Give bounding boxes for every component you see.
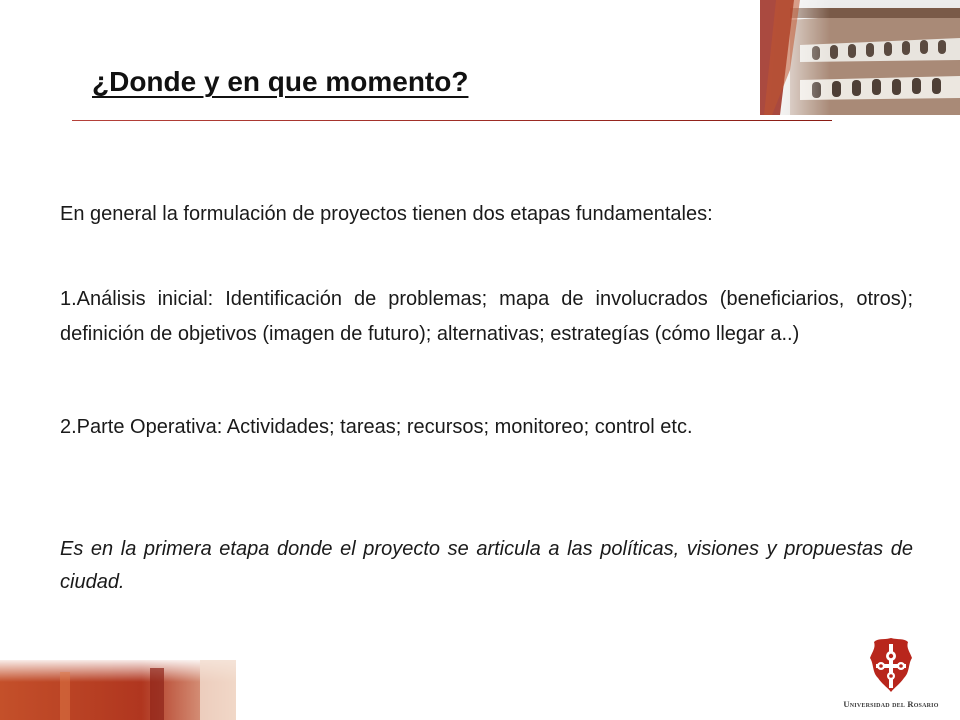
stage-one-paragraph: 1.Análisis inicial: Identificación de problemas; mapa de involucrados (beneficiarios, otros); definición de objetivos (imagen de futuro); alternativas; estrategías (cómo llegar a..) [60, 288, 913, 345]
page-title: ¿Donde y en que momento? [92, 66, 469, 97]
title-row [58, 66, 468, 98]
title-divider [72, 120, 832, 121]
university-crest-icon [864, 636, 918, 694]
university-name: Universidad del Rosario [843, 699, 939, 709]
header-photo [760, 0, 960, 115]
university-logo [828, 636, 954, 716]
closing-note: Es en la primera etapa donde el proyecto se articula a las políticas, visiones y propuestas de ciudad. [60, 538, 913, 593]
footer-decoration [0, 660, 236, 720]
stage-two-paragraph: 2.Parte Operativa: Actividades; tareas; recursos; monitoreo; control etc. [60, 416, 693, 438]
intro-paragraph: En general la formulación de proyectos tienen dos etapas fundamentales: [60, 203, 713, 225]
